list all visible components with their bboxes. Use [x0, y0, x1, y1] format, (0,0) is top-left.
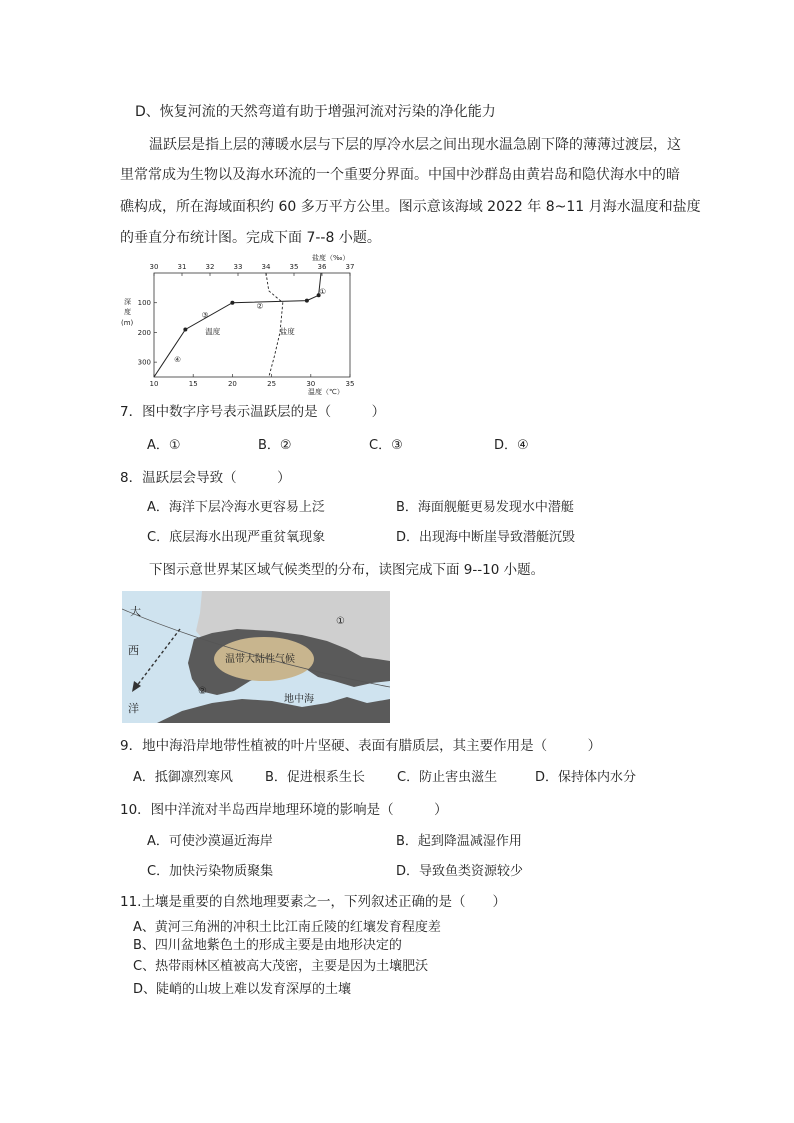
- temperature-tick-label: 20: [227, 380, 237, 388]
- temperature-point: [305, 299, 309, 303]
- q8-option-a[interactable]: A．海洋下层冷海水更容易上泛: [147, 500, 325, 515]
- q9-stem: 9．地中海沿岸地带性植被的叶片坚硬、表面有腊质层，其主要作用是（ ）: [120, 738, 602, 754]
- ocean-label-da: 大: [130, 605, 141, 618]
- ocean-label-yang: 洋: [128, 702, 139, 715]
- depth-axis-label-3: (m): [121, 319, 134, 327]
- q6-option-d: D、恢复河流的天然弯道有助于增强河流对污染的净化能力: [135, 104, 496, 120]
- q8-option-b[interactable]: B．海面舰艇更易发现水中潜艇: [396, 500, 574, 515]
- temperature-tick-label: 10: [149, 380, 159, 388]
- passage2: 下图示意世界某区域气候类型的分布，读图完成下面 9--10 小题。: [149, 562, 545, 578]
- temperature-salinity-chart: [118, 252, 368, 400]
- salinity-tick-label: 33: [233, 263, 243, 271]
- q9-option-b[interactable]: B．促进根系生长: [265, 770, 365, 785]
- q10-option-b[interactable]: B．起到降温减湿作用: [396, 834, 522, 849]
- chart-annotation: ④: [174, 355, 181, 365]
- q10-option-c[interactable]: C．加快污染物质聚集: [147, 864, 274, 879]
- temperature-point: [183, 327, 187, 331]
- q10-option-d[interactable]: D．导致鱼类资源较少: [396, 864, 524, 879]
- chart-annotation: ①: [319, 286, 326, 296]
- temperature-tick-label: 25: [267, 380, 277, 388]
- chart-annotation: 温度: [205, 326, 221, 336]
- salinity-tick-label: 32: [205, 263, 215, 271]
- chart-annotation: ②: [256, 301, 264, 311]
- depth-tick-label: 300: [137, 358, 151, 367]
- temperature-tick-label: 30: [306, 380, 316, 388]
- salinity-tick-label: 36: [317, 263, 327, 271]
- q9-option-d[interactable]: D．保持体内水分: [535, 770, 637, 785]
- sea-label: 地中海: [284, 694, 314, 705]
- q7-option-c[interactable]: C．③: [369, 438, 403, 453]
- passage1-line-2: 里常常成为生物以及海水环流的一个重要分界面。中国中沙群岛由黄岩岛和隐伏海水中的暗: [120, 167, 680, 183]
- salinity-tick-label: 35: [289, 263, 299, 271]
- q8-option-d[interactable]: D．出现海中断崖导致潜艇沉毁: [396, 530, 576, 545]
- salinity-tick-label: 34: [261, 263, 271, 271]
- temperature-axis-label: 温度（℃）: [308, 388, 344, 396]
- chart-annotation: 盐度: [279, 326, 295, 336]
- q7-stem: 7．图中数字序号表示温跃层的是（ ）: [120, 404, 386, 420]
- depth-tick-label: 100: [137, 299, 151, 308]
- depth-tick-label: 200: [137, 328, 151, 337]
- temperature-point: [230, 301, 234, 305]
- salinity-tick-label: 37: [345, 263, 355, 271]
- climate-label: 温带大陆性气候: [225, 654, 295, 665]
- salinity-line: [266, 273, 283, 377]
- q11-stem: 11.土壤是重要的自然地理要素之一，下列叙述正确的是（ ）: [120, 894, 506, 910]
- climate-map: [122, 591, 390, 723]
- q7-option-d[interactable]: D．④: [494, 438, 529, 453]
- temperature-tick-label: 15: [188, 380, 198, 388]
- passage1-line-4: 的垂直分布统计图。完成下面 7--8 小题。: [120, 230, 381, 246]
- q11-option-b[interactable]: B、四川盆地紫色土的形成主要是由地形决定的: [133, 938, 402, 953]
- q9-option-c[interactable]: C．防止害虫滋生: [397, 770, 498, 785]
- q7-option-a[interactable]: A．①: [147, 438, 181, 453]
- q11-option-c[interactable]: C、热带雨林区植被高大茂密，主要是因为土壤肥沃: [133, 959, 429, 974]
- map-marker-1: ①: [336, 616, 345, 627]
- chart-annotation: ③: [201, 310, 209, 320]
- q7-option-b[interactable]: B．②: [258, 438, 292, 453]
- passage1-line-3: 礁构成，所在海域面积约 60 多万平方公里。图示意该海域 2022 年 8~11 月海水温度和盐度: [120, 199, 701, 215]
- depth-axis-label-1: 深: [124, 298, 131, 306]
- q10-stem: 10．图中洋流对半岛西岸地理环境的影响是（ ）: [120, 802, 448, 818]
- depth-axis-label-2: 度: [124, 308, 131, 316]
- q9-option-a[interactable]: A．抵御凛烈寒风: [133, 770, 233, 785]
- q11-option-d[interactable]: D、陡峭的山坡上难以发育深厚的土壤: [133, 982, 352, 997]
- map-marker-2: ②: [198, 686, 207, 697]
- salinity-axis-label: 盐度（‰）: [312, 254, 350, 262]
- q10-option-a[interactable]: A．可使沙漠逼近海岸: [147, 834, 273, 849]
- ocean-label-xi: 西: [128, 644, 139, 657]
- salinity-tick-label: 30: [149, 263, 159, 271]
- passage1-line-1: 温跃层是指上层的薄暖水层与下层的厚冷水层之间出现水温急剧下降的薄薄过渡层，这: [149, 137, 681, 153]
- q11-option-a[interactable]: A、黄河三角洲的冲积土比江南丘陵的红壤发育程度差: [133, 920, 441, 935]
- q8-option-c[interactable]: C．底层海水出现严重贫氧现象: [147, 530, 326, 545]
- temperature-tick-label: 35: [345, 380, 355, 388]
- q8-stem: 8．温跃层会导致（ ）: [120, 470, 291, 486]
- salinity-tick-label: 31: [177, 263, 187, 271]
